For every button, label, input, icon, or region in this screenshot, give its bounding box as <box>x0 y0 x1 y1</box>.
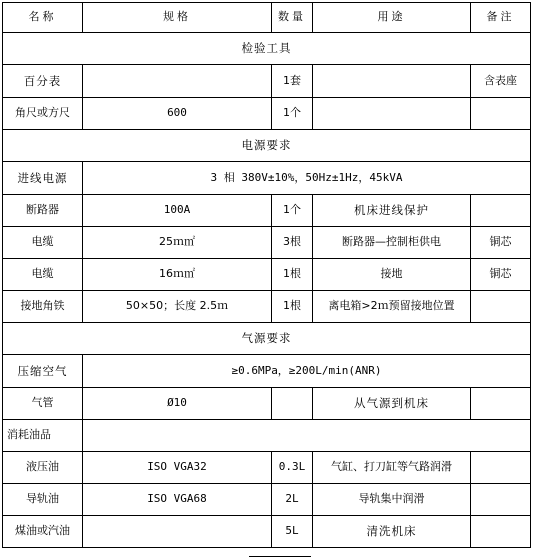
section-title-tools: 检验工具 <box>3 33 531 65</box>
section-title-power: 电源要求 <box>3 130 531 162</box>
table-row <box>3 291 531 323</box>
cell-note <box>471 452 531 484</box>
cell-name: 角尺或方尺 <box>3 98 83 130</box>
section-row <box>3 323 531 355</box>
table-row <box>3 227 531 259</box>
header-spec: 规格 <box>83 3 272 33</box>
cell-name: 电缆 <box>3 227 83 259</box>
cell-note <box>471 98 531 130</box>
cell-name: 气管 <box>3 388 83 420</box>
cell-note: 含表座 <box>471 65 531 98</box>
cell-qty: 1根 <box>272 291 313 323</box>
table-header-row <box>3 3 531 33</box>
requirements-table <box>2 2 531 548</box>
cell-note <box>471 291 531 323</box>
header-qty: 数量 <box>272 3 313 33</box>
table-row <box>3 484 531 516</box>
cell-qty <box>272 388 313 420</box>
cell-spec: 50×50；长度 2.5ｍ <box>83 291 272 323</box>
cell-note <box>471 516 531 548</box>
cell-spec: 100A <box>83 195 272 227</box>
cell-qty: 1根 <box>272 259 313 291</box>
table-row <box>3 162 531 195</box>
cell-note: 铜芯 <box>471 227 531 259</box>
cell-use: 从气源到机床 <box>313 388 471 420</box>
cell-use <box>313 65 471 98</box>
cell-name: 断路器 <box>3 195 83 227</box>
table-row <box>3 259 531 291</box>
cell-name: 消耗油品 <box>3 420 83 452</box>
cell-use: 导轨集中润滑 <box>313 484 471 516</box>
cell-spec: ≥0.6MPa，≥200L/min(ANR) <box>83 355 531 388</box>
cell-spec: 600 <box>83 98 272 130</box>
cell-spec: 3 相 380V±10%，50Hz±1Hz，45kVA <box>83 162 531 195</box>
cell-name: 液压油 <box>3 452 83 484</box>
table-row <box>3 355 531 388</box>
cell-spec: Ø10 <box>83 388 272 420</box>
cell-use: 接地 <box>313 259 471 291</box>
cell-name: 导轨油 <box>3 484 83 516</box>
header-name: 名称 <box>3 3 83 33</box>
table-row <box>3 195 531 227</box>
table-row <box>3 65 531 98</box>
cell-qty: 1套 <box>272 65 313 98</box>
cell-spec <box>83 516 272 548</box>
cell-use: 断路器—控制柜供电 <box>313 227 471 259</box>
cell-blank <box>83 420 531 452</box>
cell-spec: 16ｍ㎡ <box>83 259 272 291</box>
table-row <box>3 98 531 130</box>
cell-note: 铜芯 <box>471 259 531 291</box>
cell-name: 百分表 <box>3 65 83 98</box>
cell-use: 清洗机床 <box>313 516 471 548</box>
cell-name: 接地角铁 <box>3 291 83 323</box>
cell-spec: 25ｍ㎡ <box>83 227 272 259</box>
table-row <box>3 420 531 452</box>
cell-use: 离电箱>2ｍ预留接地位置 <box>313 291 471 323</box>
section-row <box>3 33 531 65</box>
section-row <box>3 130 531 162</box>
cell-qty: 2L <box>272 484 313 516</box>
table-row <box>3 516 531 548</box>
cell-spec: ISO VGA68 <box>83 484 272 516</box>
cell-note <box>471 388 531 420</box>
cell-note <box>471 484 531 516</box>
table-row <box>3 388 531 420</box>
cell-note <box>471 195 531 227</box>
bottom-rule <box>249 556 311 557</box>
header-use: 用途 <box>313 3 471 33</box>
cell-name: 煤油或汽油 <box>3 516 83 548</box>
cell-use: 机床进线保护 <box>313 195 471 227</box>
header-note: 备注 <box>471 3 531 33</box>
cell-qty: 3根 <box>272 227 313 259</box>
cell-qty: 0.3L <box>272 452 313 484</box>
table-row <box>3 452 531 484</box>
section-title-air: 气源要求 <box>3 323 531 355</box>
cell-name: 电缆 <box>3 259 83 291</box>
cell-name: 进线电源 <box>3 162 83 195</box>
cell-name: 压缩空气 <box>3 355 83 388</box>
cell-use: 气缸、打刀缸等气路润滑 <box>313 452 471 484</box>
cell-spec <box>83 65 272 98</box>
cell-spec: ISO VGA32 <box>83 452 272 484</box>
cell-qty: 1个 <box>272 195 313 227</box>
cell-use <box>313 98 471 130</box>
cell-qty: 1个 <box>272 98 313 130</box>
cell-qty: 5L <box>272 516 313 548</box>
